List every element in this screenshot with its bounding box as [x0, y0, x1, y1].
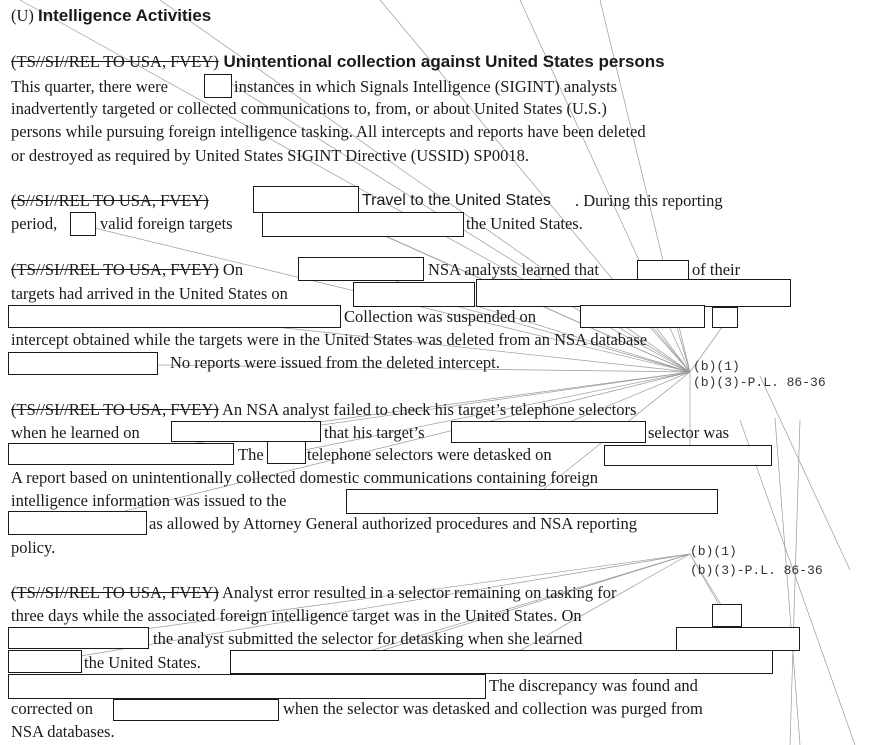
redaction-box — [712, 307, 738, 328]
p5-classification-marking: (TS//SI//REL TO USA, FVEY) — [11, 583, 219, 602]
section-heading — [11, 6, 211, 26]
redaction-box — [676, 627, 800, 651]
exemption-label-b3-2: (b)(3)-P.L. 86-36 — [690, 563, 823, 578]
exemption-label-b1-2: (b)(1) — [690, 544, 737, 559]
exemption-label-b1: (b)(1) — [693, 359, 740, 374]
p4-text-a: An NSA analyst failed to check his target’s telephone selectors — [218, 400, 637, 419]
p1-text-b: instances in which Signals Intelligence (SIGINT) analysts — [234, 77, 618, 96]
redaction-box — [8, 674, 486, 699]
p1-heading-line — [11, 52, 665, 72]
p1-text-d: persons while pursuing foreign intelligence tasking. All intercepts and reports have been deleted — [11, 122, 646, 141]
p5-text-d: the United States. — [84, 653, 201, 672]
redaction-box — [262, 212, 464, 237]
p1-text-c: inadvertently targeted or collected communications to, from, or about United States (U.S.) — [11, 99, 607, 118]
p5-text-f: corrected on — [11, 699, 93, 718]
redaction-box — [171, 421, 321, 442]
p5-text-h: NSA databases. — [11, 722, 115, 741]
redaction-box — [451, 421, 646, 443]
p4-line-1 — [11, 400, 636, 420]
p5-text-b: three days while the associated foreign intelligence target was in the United States. On — [11, 606, 582, 625]
p3-text-c: of their — [692, 260, 741, 279]
redaction-box — [8, 650, 82, 673]
p3-text-b: NSA analysts learned that — [428, 260, 599, 279]
p4-text-h: intelligence information was issued to the — [11, 491, 287, 510]
redaction-box — [113, 699, 279, 721]
redaction-box — [637, 260, 689, 280]
redaction-box — [8, 352, 158, 375]
p4-text-b: when he learned on — [11, 423, 140, 442]
redaction-box — [8, 627, 149, 649]
p3-text-f: intercept obtained while the targets were in the United States was deleted from an NSA database — [11, 330, 648, 349]
redaction-box — [70, 212, 96, 236]
p4-classification-marking: (TS//SI//REL TO USA, FVEY) — [11, 400, 219, 419]
p2-text-a: . During this reporting — [575, 191, 723, 210]
p4-text-d: selector was — [648, 423, 730, 442]
redaction-box — [604, 445, 772, 466]
p4-text-g: A report based on unintentionally collected domestic communications containing foreign — [11, 468, 598, 487]
p5-line-1 — [11, 583, 617, 603]
redaction-box — [580, 305, 705, 328]
p1-text-a: This quarter, there were — [11, 77, 168, 96]
redaction-box — [267, 441, 306, 464]
p3-text-e: Collection was suspended on — [344, 307, 537, 326]
redaction-box — [8, 443, 234, 465]
p5-text-e: The discrepancy was found and — [489, 676, 698, 695]
p4-text-f: telephone selectors were detasked on — [307, 445, 552, 464]
p2-text-c: valid foreign targets — [100, 214, 233, 233]
redaction-box — [712, 604, 742, 627]
p4-text-e: The — [238, 445, 264, 464]
p5-text-c: the analyst submitted the selector for detasking when she learned — [153, 629, 583, 648]
p1-classification-marking: (TS//SI//REL TO USA, FVEY) — [11, 52, 219, 71]
p2-heading: Travel to the United States — [362, 192, 551, 209]
p2-classification-marking: (S//SI//REL TO USA, FVEY) — [11, 191, 209, 210]
p5-text-g: when the selector was detasked and collection was purged from — [283, 699, 703, 718]
p3-classification-marking: (TS//SI//REL TO USA, FVEY) — [11, 260, 219, 279]
redaction-box — [230, 650, 773, 674]
redaction-box — [353, 282, 475, 307]
redaction-box — [8, 305, 341, 328]
redaction-box — [253, 186, 359, 213]
p2-text-d: the United States. — [466, 214, 583, 233]
p1-text-e: or destroyed as required by United States SIGINT Directive (USSID) SP0018. — [11, 146, 529, 165]
redaction-box — [298, 257, 424, 281]
p1-heading: Unintentional collection against United States persons — [218, 52, 665, 71]
p3-text-d: targets had arrived in the United States on — [11, 284, 288, 303]
p4-text-c: that his target’s — [324, 423, 425, 442]
p3-text-a: On — [218, 260, 244, 279]
section-classification: (U) — [11, 6, 39, 25]
p3-line-1 — [11, 260, 243, 280]
exemption-label-b3: (b)(3)-P.L. 86-36 — [693, 375, 826, 390]
redaction-box — [8, 511, 147, 535]
redaction-box — [346, 489, 718, 514]
p2-text-b: period, — [11, 214, 58, 233]
redaction-box — [204, 74, 232, 98]
redaction-box — [476, 279, 791, 307]
section-title: Intelligence Activities — [38, 6, 212, 25]
p3-text-g: No reports were issued from the deleted intercept. — [170, 353, 500, 372]
p4-text-i: as allowed by Attorney General authorized procedures and NSA reporting — [149, 514, 637, 533]
p5-text-a: Analyst error resulted in a selector remaining on tasking for — [218, 583, 617, 602]
p4-text-j: policy. — [11, 538, 56, 557]
